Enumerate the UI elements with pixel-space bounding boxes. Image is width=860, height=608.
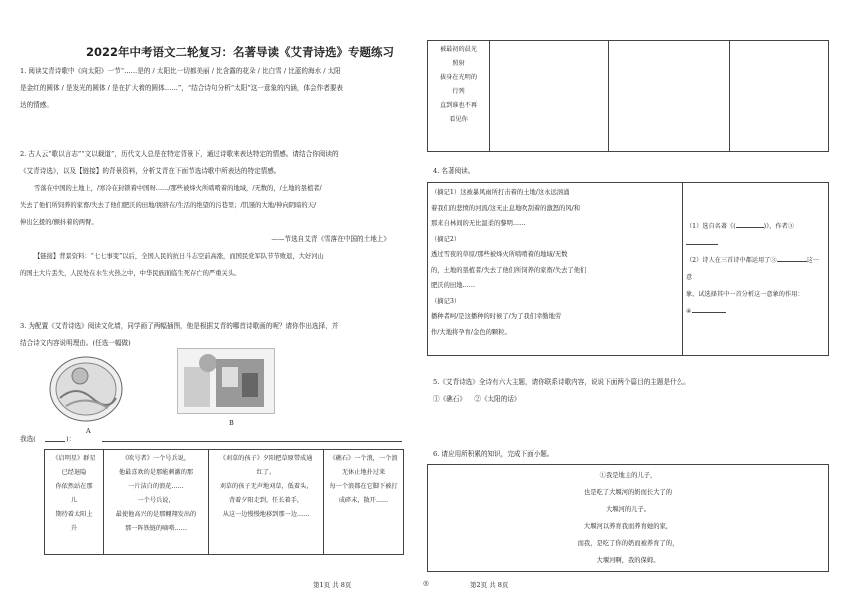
- choose-paren: )：: [66, 435, 76, 443]
- q2-poem: 伸出乞援的/颤抖着的两臂。: [20, 219, 98, 226]
- q3-line: 结合诗文内容说明理由。(任选一幅做): [20, 339, 131, 347]
- table-cell-empty: [490, 41, 609, 152]
- question-1: [20, 63, 420, 114]
- q5-item-2: ②《太阳的话》: [474, 395, 521, 403]
- q4-answers: （1）选自名著《( )》，作者③ （2）诗人在三首诗中都运用了③ 这一意 象，试选择其中一首分析这一意象的作用： ④: [683, 183, 829, 356]
- q1-line: 1. 阅读艾青诗歌中《向太阳》一节“……是的 / 太阳比一切都美丽 / 比含露的花朵 / 比白雪 / 比蓝的海水 / 太阳: [20, 67, 341, 75]
- question-6-label: 6. 请应用所积累的知识，完成下面小题。: [433, 450, 554, 458]
- illustration-b-art: [178, 349, 274, 413]
- top-right-table: [427, 40, 829, 152]
- illustration-a-art: [46, 354, 126, 424]
- q2-poem: 雪落在中国的土地上，/寒冷在封锁着中国呀……/那些被烽火所啮啃着的地域，/无数的，/土地的垦植者/: [34, 185, 322, 192]
- question-3: [20, 318, 420, 352]
- table-cell-qimingxing: 《启明星》群星 已经退隐 你依然站在那 儿 期待着太阳上 升: [45, 450, 104, 555]
- choose-blank[interactable]: [45, 441, 65, 442]
- center-mark: ◎: [423, 579, 429, 587]
- choose-label: 我选(: [20, 435, 36, 443]
- page-title: 2022年中考语文二轮复习：名著导读《艾青诗选》专题练习: [85, 45, 394, 59]
- q2-link: 【链接】背景资料：“七七事变”以后，全国人民的抗日斗志空前高涨，而国民党军队节节败退，大好河山: [34, 253, 324, 260]
- question-2: [20, 146, 420, 282]
- page-number-right: 第2页 共 8页: [470, 581, 509, 589]
- answer-blank-1[interactable]: [736, 227, 764, 228]
- answer-blank-4[interactable]: [692, 312, 726, 313]
- question-5: 5.《艾青诗选》全诗有六大主题，请你联系诗歌内容，说说下面两个篇目的主题是什么。 ①《礁石》 ②《太阳的话》: [433, 378, 690, 403]
- q6-poem: ①我是地主的儿子， 也是吃了大堰河的奶而长大了的 大堰河的儿子。 大堰河以养育我而养育她的家， 而我，是吃了你的奶而被养育了的， 大堰河啊，我的保姆。: [428, 465, 829, 572]
- q2-source: ——节选自艾青《雪落在中国的土地上》: [271, 235, 390, 243]
- table-cell-jiaoshi: 《礁石》一个浪，一个浪 无休止地扑过来 每一个浪都在它脚下被打 成碎末，散开……: [324, 450, 404, 555]
- table-cell-empty: [730, 41, 829, 152]
- table-cell-empty: [609, 41, 730, 152]
- q6-poem-box: [427, 464, 829, 572]
- caption-b: B: [229, 419, 234, 427]
- q2-line: 《艾青诗选》，以及【链接】的背景资料，分析艾青在下面节选诗歌中所表达的特定情感。: [20, 167, 281, 175]
- q4-excerpts: （摘记1）这被暴风雨所打击着的土地/这永远汹涌 着我们的悲愤的河流/这无止息地吹刮着的激怒的风/和 那来自林间的无比温柔的黎明…… （摘记2） 透过雪夜的草原/那些被烽火所啮啃着的地域/无数 的，土地的垦植者/失去了他们所饲养的家畜/失去了他们 肥沃的田地…… （摘记3） 播种者呵/是这播种的时候了/为了我们幸勤地劳 作/大地将孕育/金色的颗粒。: [428, 183, 683, 356]
- answer-blank-2[interactable]: [686, 244, 718, 245]
- q4-table: [427, 182, 829, 356]
- q2-line: 2. 古人云“歌以言志”“文以载道”，历代文人总是在特定背景下，通过诗歌来表达特定的情感。请结合你阅读的: [20, 150, 339, 158]
- q3-line: 3. 为配置《艾青诗选》阅读文化墙，同学画了两幅插图，他是根据艾青的哪首诗歌画的呢？请你作出选择，并: [20, 322, 339, 330]
- page-number-left: 第1页 共 8页: [313, 581, 352, 589]
- poem-excerpt-table: [44, 449, 404, 555]
- question-4-label: 4. 名著阅读。: [433, 167, 475, 175]
- table-cell-continuation: 被最初的晨光 照射 拔身在光明的 行列 直到谁也不再 看见你: [428, 41, 490, 152]
- q2-link: 的国土大片丢失，人民处在水生火热之中，中华民族面临生死存亡的严重关头。: [20, 270, 241, 277]
- table-cell-chuihaozhe: 《吹号者》一个号兵说， 他最喜欢的是那能刺激的那 一片洁白的浪花…… 一个号兵说， 最使他高兴的是那翱翔发出的 那一阵铁链的嘀嗒……: [104, 450, 209, 555]
- q5-item-1: ①《礁石》: [433, 395, 466, 403]
- illustration-a: [46, 354, 126, 424]
- illustration-b: [177, 348, 275, 414]
- q1-line: 达的情感。: [20, 101, 53, 109]
- q2-poem: 失去了他们所饲养的家畜/失去了他们肥沃的田地/拥挤在/生活的绝望的污巷里；/饥馑的大地/伸向阴暗的天/: [20, 202, 317, 209]
- q1-line: 是金红的圆体 / 是发光的圆体 / 是在扩大着的圆体……”，“结合诗句分析“太阳”这一意象的内涵，体会作者要表: [20, 84, 344, 92]
- answer-blank-3[interactable]: [777, 261, 807, 262]
- table-cell-yicao: 《刈草的孩子》夕阳把草原带成通 红了。 刈草的孩子无声地刈草，低着头， 背着夕阳走到，任长着手， 从这一边慢慢地移到那一边……: [209, 450, 324, 555]
- caption-a: A: [86, 427, 91, 435]
- reason-blank[interactable]: [102, 441, 402, 442]
